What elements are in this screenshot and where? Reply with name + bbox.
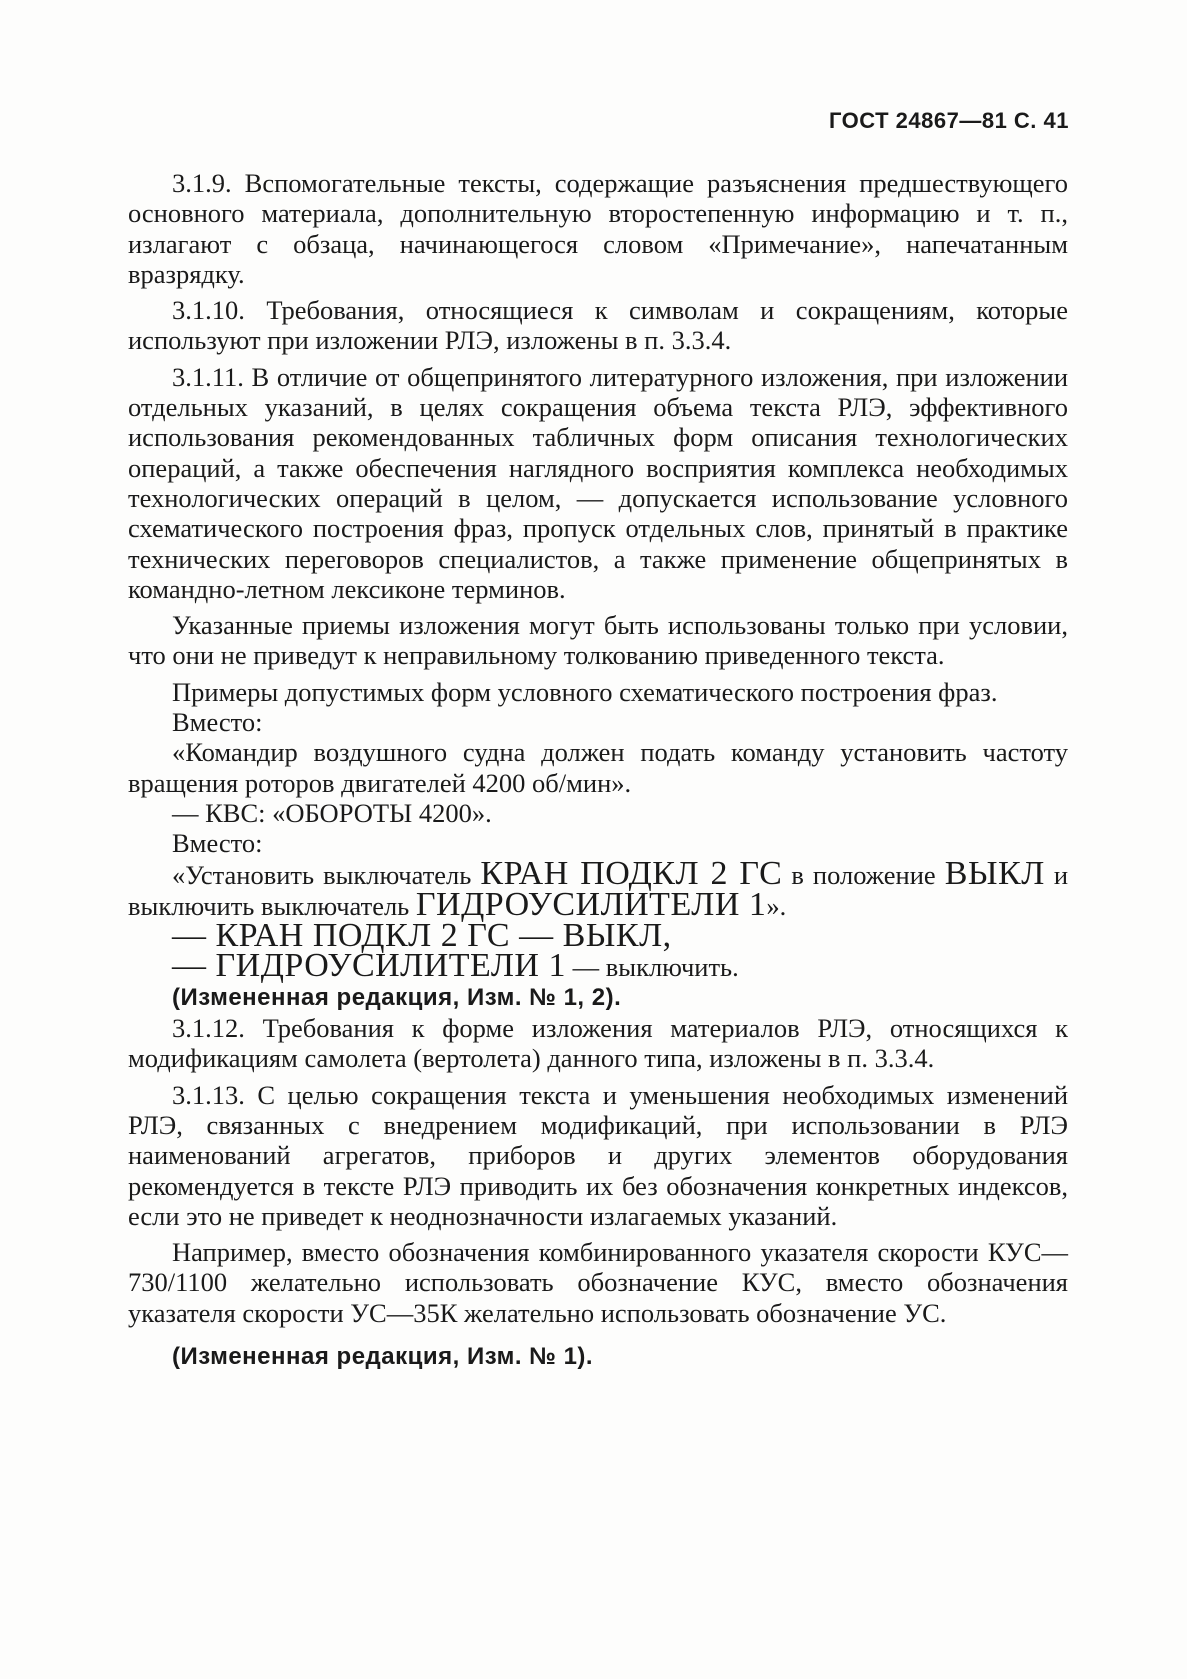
- page-header-doc-ref: ГОСТ 24867—81 С. 41: [828, 108, 1069, 133]
- paragraph-examples: Примеры допустимых форм условного схематического построения фраз.: [172, 676, 998, 707]
- switch-position-vykl: ВЫКЛ: [944, 854, 1045, 892]
- quote-2-part: и выключить выключатель: [128, 859, 1069, 921]
- answer-1: — КВС: «ОБОРОТЫ 4200».: [172, 797, 492, 828]
- quote-2: [128, 854, 1069, 923]
- edit-note-1: (Измененная редакция, Изм. № 1, 2).: [172, 983, 622, 1011]
- instead-label-1: Вместо:: [172, 707, 263, 738]
- paragraph-example-kus: Например, вместо обозначения комбинированного указателя скорости КУС—730/1100 желательно использовать обозначение КУС, вместо обозначения указателя скорости УС—35К желательно использовать обозначение УС.: [128, 1237, 1068, 1328]
- paragraph-methods: Указанные приемы изложения могут быть использованы только при условии, что они не приведут к неправильному толкованию приведенного текста.: [128, 610, 1068, 671]
- answer-2b-switch: — ГИДРОУСИЛИТЕЛИ 1: [172, 947, 566, 985]
- quote-1: «Командир воздушного судна должен подать команду установить частоту вращения роторов двигателей 4200 об/мин».: [128, 737, 1068, 798]
- quote-2-part: ».: [766, 890, 787, 921]
- instead-label-2: Вместо:: [172, 828, 263, 859]
- document-body: [128, 168, 1068, 1372]
- switch-name-gidro: ГИДРОУСИЛИТЕЛИ 1: [415, 885, 767, 923]
- paragraph-3-1-9: 3.1.9. Вспомогательные тексты, содержащие разъяснения предшествующего основного материала, дополнительную второстепенную информацию и т. п., излагают с обзаца, начинающегося словом «Примечание», напечатанным вразрядку.: [128, 168, 1068, 289]
- paragraph-3-1-11: 3.1.11. В отличие от общепринятого литературного изложения, при изложении отдельных указаний, в целях сокращения объема текста РЛЭ, эффективного использования рекомендованных табличных форм описания технологических операций, а также обеспечения наглядного восприятия комплекса необходимых технологических операций в целом, — допускается использование условного схематического построения фраз, пропуск отдельных слов, принятый в практике технических переговоров специалистов, а также применение общепринятых в командно-летном лексиконе терминов.: [128, 361, 1068, 604]
- answer-2b: [128, 947, 1068, 985]
- answer-2b-action: — выключить.: [566, 952, 739, 983]
- edit-note-2: (Измененная редакция, Изм. № 1).: [172, 1342, 594, 1370]
- paragraph-3-1-12: 3.1.12. Требования к форме изложения материалов РЛЭ, относящихся к модификациям самолета (вертолета) данного типа, изложены в п. 3.3.4.: [128, 1013, 1068, 1074]
- quote-2-part: «Установить выключатель: [172, 859, 481, 890]
- paragraph-3-1-10: 3.1.10. Требования, относящиеся к символам и сокращениям, которые используют при изложении РЛЭ, изложены в п. 3.3.4.: [128, 295, 1068, 356]
- paragraph-3-1-13: 3.1.13. С целью сокращения текста и уменьшения необходимых изменений РЛЭ, связанных с внедрением модификаций, при использовании в РЛЭ наименований агрегатов, приборов и других элементов оборудования рекомендуется в тексте РЛЭ приводить их без обозначения конкретных индексов, если это не приведет к неоднозначности излагаемых указаний.: [128, 1079, 1068, 1231]
- quote-2-part: в положение: [782, 859, 945, 890]
- answer-2a: — КРАН ПОДКЛ 2 ГС — ВЫКЛ,: [172, 917, 672, 955]
- switch-name-kran: КРАН ПОДКЛ 2 ГС: [480, 854, 783, 892]
